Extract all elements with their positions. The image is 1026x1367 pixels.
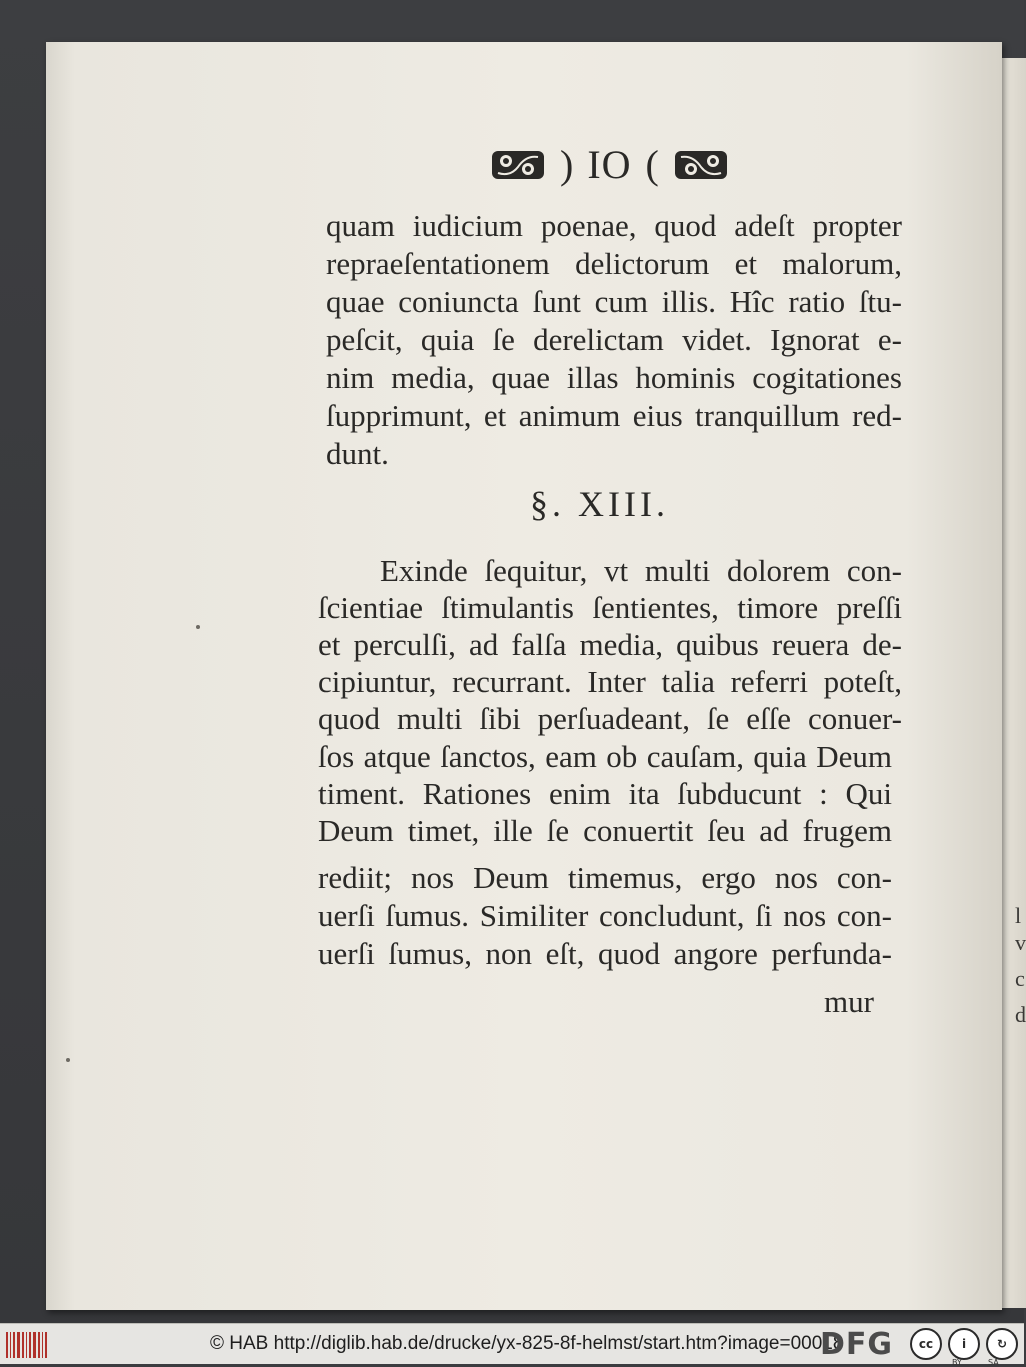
page-header — [490, 140, 740, 190]
license-badge[interactable] — [910, 1328, 1018, 1367]
copyright-link[interactable]: © HAB http://diglib.hab.de/drucke/yx-825-8f-helmst/start.htm?image=00018 — [210, 1333, 844, 1354]
right-ornament-icon — [673, 147, 729, 183]
text-line: et perculſi, ad falſa media, quibus reuera de- — [318, 627, 902, 662]
text-line: ſupprimunt, et animum eius tranquillum red- — [326, 398, 902, 433]
text-line: uerſi ſumus. Similiter concludunt, ſi nos con- — [318, 898, 892, 933]
next-page-fragment: v — [1015, 930, 1026, 955]
text-line: ſos atque ſanctos, eam ob cauſam, quia Deum — [318, 739, 892, 774]
cc-icon: cc — [910, 1328, 942, 1360]
section-heading: §. XIII. — [530, 484, 669, 524]
share-alike-icon: ↻ — [986, 1328, 1018, 1360]
text-line: quod multi ſibi perſuadeant, ſe eſſe conuer- — [318, 701, 902, 736]
text-line: cipiuntur, recurrant. Inter talia referri poteſt, — [318, 664, 902, 699]
text-line: Exinde ſequitur, vt multi dolorem con- — [380, 553, 902, 588]
text-line: timent. Rationes enim ita ſubducunt : Qui — [318, 776, 892, 811]
text-line: ſcientiae ſtimulantis ſentientes, timore preſſi — [318, 590, 902, 625]
paper-speck — [196, 625, 200, 629]
header-left-paren: ) — [560, 142, 574, 187]
barcode-logo-icon — [6, 1332, 47, 1358]
text-line: quam iudicium poenae, quod adeſt propter — [326, 208, 902, 243]
next-page-fragment: d — [1015, 1002, 1026, 1027]
text-line: dunt. — [326, 436, 389, 471]
text-line: nim media, quae illas hominis cogitationes — [326, 360, 902, 395]
dfg-logo[interactable]: DFG — [820, 1327, 894, 1362]
text-line: Deum timet, ille ſe conuertit ſeu ad frugem — [318, 813, 892, 848]
next-page-fragment: l — [1015, 903, 1022, 928]
text-line: rediit; nos Deum timemus, ergo nos con- — [318, 860, 892, 895]
header-right-paren: ( — [645, 142, 659, 187]
license-label-by: BY — [952, 1358, 962, 1367]
attribution-icon: i — [948, 1328, 980, 1360]
text-line: uerſi ſumus, non eſt, quod angore perfunda- — [318, 936, 892, 971]
page-number: IO — [587, 142, 632, 187]
catchword: mur — [824, 984, 874, 1019]
text-line: repraeſentationem delictorum et malorum, — [326, 246, 902, 281]
next-page-fragment: c — [1015, 966, 1025, 991]
left-ornament-icon — [490, 147, 546, 183]
viewer-footer — [0, 1323, 1024, 1367]
license-label-sa: SA — [988, 1358, 999, 1367]
paper-speck — [66, 1058, 70, 1062]
text-line: quae coniuncta ſunt cum illis. Hîc ratio ſtu- — [326, 284, 902, 319]
text-line: peſcit, quia ſe derelictam videt. Ignorat e- — [326, 322, 902, 357]
